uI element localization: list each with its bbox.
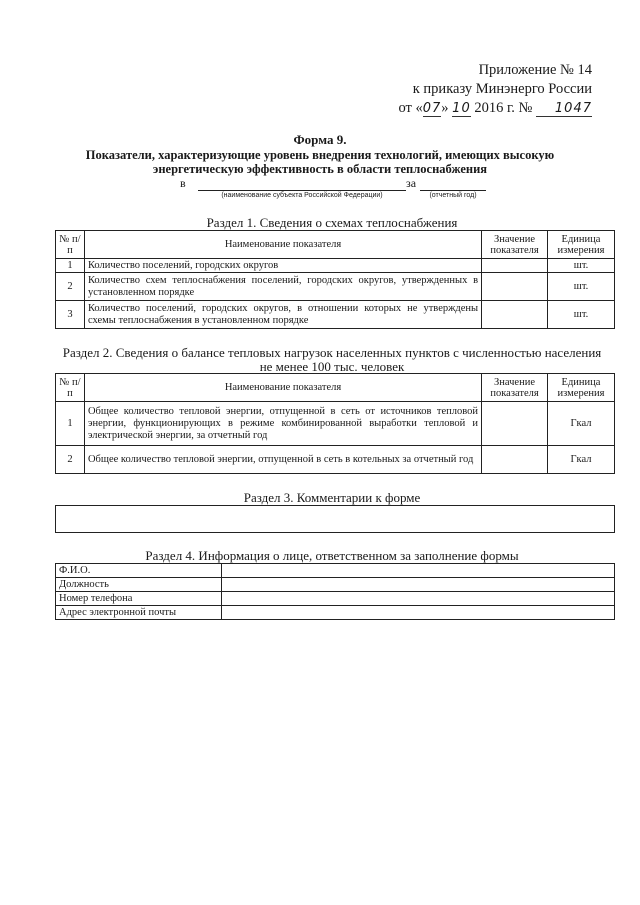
col-num-header: № п/п — [56, 374, 85, 402]
row-number: 2 — [56, 273, 85, 301]
row-number: 1 — [56, 259, 85, 273]
subject-hint: (наименование субъекта Российской Федерации) — [221, 192, 383, 199]
unit-cell: шт. — [548, 273, 615, 301]
value-cell[interactable] — [482, 301, 548, 329]
prep-in: в — [180, 176, 186, 190]
value-cell[interactable] — [482, 402, 548, 446]
email-label: Адрес электронной почты — [56, 606, 222, 620]
table-row — [56, 446, 615, 474]
date-prefix: от « — [398, 100, 423, 116]
appendix-label: Приложение № 14 — [478, 62, 592, 78]
col-value-header: Значение показателя — [482, 231, 548, 259]
order-date-line — [398, 100, 592, 117]
value-cell[interactable] — [482, 273, 548, 301]
table-row — [56, 301, 615, 329]
section1-title: Раздел 1. Сведения о схемах теплоснабжения — [206, 215, 458, 230]
date-year: 2016 г. № — [474, 100, 533, 116]
col-num-header: № п/п — [56, 231, 85, 259]
col-unit-header: Единица измерения — [548, 374, 615, 402]
comment-box[interactable] — [55, 505, 615, 533]
year-field[interactable] — [420, 190, 486, 191]
table-row — [56, 402, 615, 446]
unit-cell: Гкал — [548, 446, 615, 474]
indicator-name: Количество поселений, городских округов, в отношении которых не утверждены схемы теплоснабжения в установленном порядке — [84, 301, 481, 329]
table-row — [56, 578, 615, 592]
table-row — [56, 592, 615, 606]
unit-cell: Гкал — [548, 402, 615, 446]
date-month: 10 — [452, 101, 471, 116]
table-row — [56, 273, 615, 301]
section2-table — [55, 373, 615, 474]
email-field[interactable] — [221, 606, 614, 620]
section2-title-line2: не менее 100 тыс. человек — [259, 359, 405, 374]
subject-field[interactable] — [198, 190, 406, 191]
order-number: 1047 — [536, 101, 592, 117]
position-label: Должность — [56, 578, 222, 592]
indicator-name: Общее количество тепловой энергии, отпущенной в сеть от источников тепловой энергии, функционирующих в режиме комбинированной выработки тепловой и электрической энергии, за отчетный год — [84, 402, 481, 446]
phone-field[interactable] — [221, 592, 614, 606]
value-cell[interactable] — [482, 259, 548, 273]
position-field[interactable] — [221, 578, 614, 592]
value-cell[interactable] — [482, 446, 548, 474]
phone-label: Номер телефона — [56, 592, 222, 606]
year-hint: (отчетный год) — [429, 192, 477, 199]
col-name-header: Наименование показателя — [84, 231, 481, 259]
prep-for: за — [406, 176, 417, 190]
form-title-line2: энергетическую эффективность в области теплоснабжения — [152, 162, 488, 176]
section1-table — [55, 230, 615, 329]
indicator-name: Количество поселений, городских округов — [84, 259, 481, 273]
fio-label: Ф.И.О. — [56, 564, 222, 578]
unit-cell: шт. — [548, 259, 615, 273]
date-mid: » — [441, 100, 453, 116]
indicator-name: Общее количество тепловой энергии, отпущенной в сеть в котельных за отчетный год — [84, 446, 481, 474]
table-row — [56, 259, 615, 273]
section3-title: Раздел 3. Комментарии к форме — [243, 490, 421, 505]
row-number: 1 — [56, 402, 85, 446]
col-name-header: Наименование показателя — [84, 374, 481, 402]
form-title-line1: Показатели, характеризующие уровень внедрения технологий, имеющих высокую — [85, 148, 555, 162]
table-row — [56, 564, 615, 578]
row-number: 3 — [56, 301, 85, 329]
section2-title-line1: Раздел 2. Сведения о балансе тепловых нагрузок населенных пунктов с численностью населения — [62, 345, 602, 360]
section4-table — [55, 563, 615, 620]
form-number: Форма 9. — [293, 132, 347, 147]
table-row — [56, 606, 615, 620]
order-label: к приказу Минэнерго России — [412, 81, 592, 97]
indicator-name: Количество схем теплоснабжения поселений, городских округов, утвержденных в установленном порядке — [84, 273, 481, 301]
fio-field[interactable] — [221, 564, 614, 578]
section4-title: Раздел 4. Информация о лице, ответственном за заполнение формы — [145, 548, 519, 563]
row-number: 2 — [56, 446, 85, 474]
col-value-header: Значение показателя — [482, 374, 548, 402]
unit-cell: шт. — [548, 301, 615, 329]
col-unit-header: Единица измерения — [548, 231, 615, 259]
date-day: 07 — [422, 101, 442, 116]
